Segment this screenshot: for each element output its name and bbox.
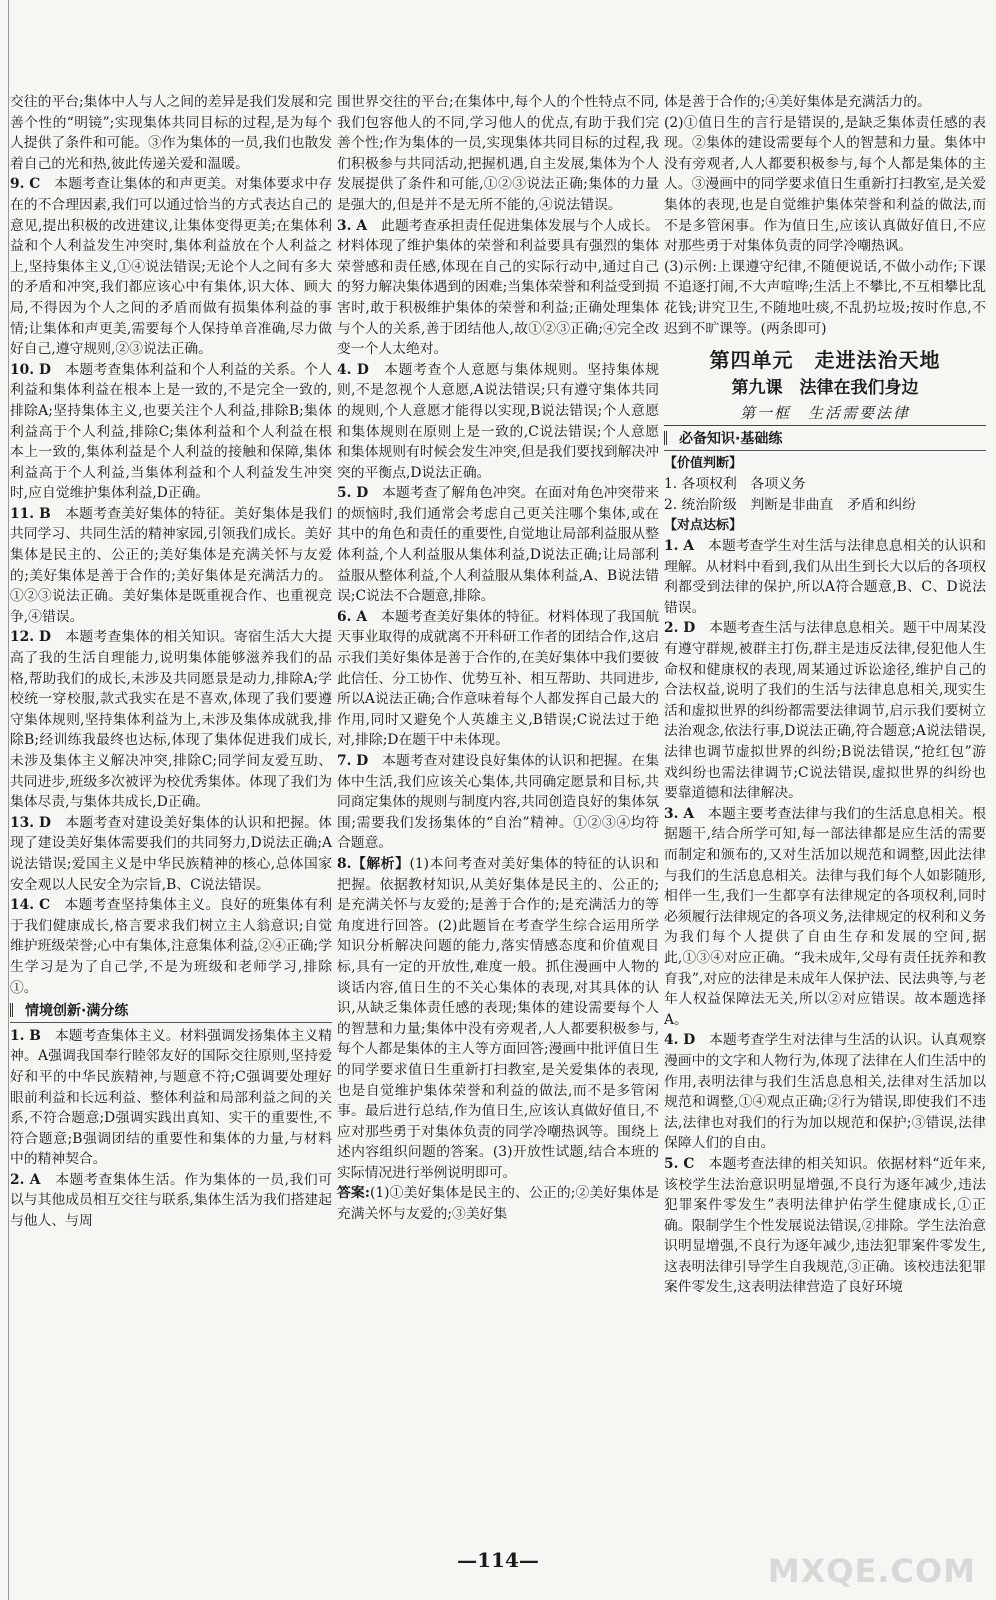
- answer-label: 答案:: [337, 1185, 370, 1202]
- answer-number: 14. C: [10, 897, 51, 914]
- answer-text: 本题考查集体生活。作为集体的一员,我们可以与其他成员相互交往与联系,集体生活为我们搭建起与他人、与周: [10, 1171, 332, 1230]
- answer-item-s8: [337, 854, 659, 1184]
- answer-item-d3: [664, 804, 986, 1031]
- answer-number: 3. A: [337, 217, 368, 234]
- answer-item-s1: [10, 1026, 332, 1170]
- answer-page: [10, 92, 986, 1532]
- answer-text: 本题考查学生对生活与法律息息相关的认识和理解。从材料中看到,我们从出生到长大以后的各项权利都受到法律的保护,所以A符合题意,B、C、D说法错误。: [664, 538, 986, 616]
- answer-item-d2: [664, 618, 986, 803]
- watermark-logo: MXQE.COM: [767, 1552, 976, 1590]
- answer-number: 9. C: [10, 176, 41, 193]
- answer-item-11: [10, 504, 332, 628]
- answer-text: 本题考查了解角色冲突。在面对角色冲突带来的烦恼时,我们通常会考虑自己更关注哪个集体,或在其中的角色和责任的重要性,自觉地让局部利益服从整体利益,个人利益服从集体利益,D说法正确;让局部利益服从整体利益,个人利益服从集体利益,A、B说法错误;C说法不合题意,排除。: [337, 485, 659, 605]
- answer-text: 本题考查对建设美好集体的认识和把握。体现了建设美好集体需要我们的共同努力,D说法正确;A说法错误;爱国主义是中华民族精神的核心,总体国家安全观以人民安全为宗旨,B、C说法错误。: [10, 814, 332, 893]
- answer-part-3: (3)示例:上课遵守纪律,不随便说话,不做小动作;下课不追逐打闹,不大声喧哗;生活上不攀比,不互相攀比乱花钱;讲究卫生,不随地吐痰,不乱扔垃圾;按时作息,不迟到不旷课等。(两条即可): [664, 258, 986, 337]
- answer-text: 本题考查集体的相关知识。寄宿生活大大提高了我的生活自理能力,说明集体能够滋养我们的品格,帮助我们的成长,未涉及共同愿景是动力,排除A;学校统一穿校服,款式我实在是不喜欢,体现了我们要遵守集体规则,坚持集体利益为上,未涉及集体成就我,排除B;经训练我最终也达标,体现了集体促进我们成长,未涉及集体主义解决冲突,排除C;同学间友爱互助、共同进步,班级多次被评为校优秀集体。体现了我们为集体尽责,与集体共成长,D正确。: [10, 629, 332, 811]
- answer-item-s7: [337, 751, 659, 854]
- answer-item-s3: [337, 216, 659, 360]
- answer-text: 本题考查美好集体的特征。材料体现了我国航天事业取得的成就离不开科研工作者的团结合作,这启示我们美好集体是善于合作的,在美好集体中我们要彼此信任、分工协作、优势互补、相互帮助、共同进步,所以A说法正确;合作意味着每个人都发挥自己最大的作用,同时又避免个人英雄主义,B错误;C说法过于绝对,排除;D在题干中未体现。: [337, 608, 659, 749]
- unit-title: 第四单元 走进法治天地: [709, 348, 941, 373]
- page-number: —114—: [457, 1548, 539, 1572]
- answer-item-d4: [664, 1030, 986, 1154]
- answer-text: 本题考查让集体的和声更美。对集体要求中存在的不合理因素,我们可以通过恰当的方式表达自己的意见,提出积极的改进建议,让集体变得更美;在集体利益和个人利益发生冲突时,集体利益放在个人利益之上,坚持集体主义,①④说法错误;无论个人之间有多大的矛盾和冲突,我们都应该心中有集体,识大体、顾大局,不得因为个人之间的矛盾而做有损集体利益的事情;让集体和声更美,需要每个人保持单音准确,尽力做好自己,遵守规则,②③说法正确。: [10, 176, 332, 358]
- answer-item-s5: [337, 483, 659, 607]
- answer-text: (1)本问考查对美好集体的特征的认识和把握。依据教材知识,从美好集体是民主的、公正的;是充满关怀与友爱的;是善于合作的;是充满活力的等角度进行回答。(2)此题旨在考查学生综合运用所学知识分析解决问题的能力,落实情感态度和价值观目标,具有一定的开放性,难度一般。抓住漫画中人物的谈话内容,值日生的不关心集体的表现,对其具体的认识,从缺乏集体责任感的表现;集体的建设需要每个人的智慧和力量;集体中没有旁观者,人人都要积极参与,每个人都是集体的主人等方面回答;漫画中批评值日生的同学要求值日生重新打扫教室,是关爱集体的表现,也是自觉维护集体荣誉和利益的做法,而不是多管闲事。最后进行总结,作为值日生,应该认真做好值日,不应对那些勇于对集体负责的同学冷嘲热讽等。围绕上述内容组织问题的答案。(3)开放性试题,结合本班的实际情况进行举例说明即可。: [337, 855, 659, 1181]
- answer-item-13: [10, 813, 332, 895]
- value-item-1: 1. 各项权利 各项义务: [664, 476, 806, 493]
- answer-item-10: [10, 360, 332, 504]
- answer-item-s6: [337, 607, 659, 751]
- answer-text: 本题考查美好集体的特征。美好集体是我们共同学习、共同生活的精神家园,引领我们成长。美好集体是民主的、公正的;美好集体是充满关怀与友爱的;美好集体是善于合作的;美好集体是充满活力的。①②③说法正确。美好集体是既重视合作、也重视竞争,④错误。: [10, 505, 332, 625]
- section-subtitle: 第一框 生活需要法律: [664, 401, 986, 426]
- answer-text: 本题考查集体主义。材料强调发扬集体主义精神。A强调我国奉行睦邻友好的国际交往原则,坚持爱好和平的中华民族精神,与题意不符;C强调要处理好眼前利益和长远利益、整体利益和局部利益之间的关系,不符合题意;D强调实践出真知、实干的重要性,不符合题意;B强调团结的重要性和集体的力量,与材料中的精神契合。: [10, 1027, 332, 1168]
- answer-text: 本题考查集体利益和个人利益的关系。个人利益和集体利益在根本上是一致的,不是完全一致的,排除A;坚持集体主义,也要关注个人利益,排除B;集体利益高于个人利益,排除C;集体利益和个人利益在根本上一致的,集体利益是个人利益的接触和保障,集体利益高于个人利益,当集体利益和个人利益发生冲突时,应自觉维护集体利益,D正确。: [10, 361, 332, 502]
- answer-number: 6. A: [337, 608, 368, 625]
- answer-text: 本题考查生活与法律息息相关。题干中周某没有遵守群规,被群主打伤,群主是违反法律,侵犯他人生命权和健康权的表现,周某通过诉讼途径,维护自己的合法权益,说明了我们的生活与法律息息相关,现实生活和虚拟世界的纠纷都需要法律调节,启示我们要树立法治观念,依法行事,D说法正确,符合题意;A说法错误,法律也调节虚拟世界的纠纷;B说法错误,“抢红包”游戏纠纷也需法律调节;C说法错误,虚拟世界的纠纷也要靠道德和法律解决。: [664, 620, 986, 802]
- tag-targeted-practice: 【对点达标】: [664, 517, 743, 533]
- answer-part-2: (2)①值日生的言行是错误的,是缺乏集体责任感的表现。②集体的建设需要每个人的智慧和力量。集体中没有旁观者,人人都要积极参与,每个人都是集体的主人。③漫画中的同学要求值日生重新打扫教室,是关爱集体的表现,也是自觉维护集体荣誉和利益的做法,而不是多管闲事。作为值日生,应该认真做好值日,不应对那些勇于对集体负责的同学冷嘲热讽。: [664, 114, 986, 255]
- answer-text: 本题考查对建设良好集体的认识和把握。在集体中生活,我们应该关心集体,共同确定愿景和目标,共同商定集体的规则与制度内容,共同创造良好的集体氛围;需要我们发扬集体的“自治”精神。①②③④均符合题意。: [337, 753, 659, 852]
- answer-number: 4. D: [664, 1032, 696, 1049]
- lesson-title: 第九课 法律在我们身边: [731, 378, 919, 399]
- section-heading: 必备知识·基础练: [664, 429, 986, 451]
- answer-item-d1: [664, 536, 986, 618]
- answer-number: 5. D: [337, 485, 369, 502]
- value-item-2: 2. 统治阶级 判断是非曲直 矛盾和纠纷: [664, 496, 917, 513]
- binding-gutter: [0, 0, 9, 1600]
- answer-text: 本题考查法律的相关知识。依据材料“近年来,该校学生法治意识明显增强,不良行为逐年减少,违法犯罪案件零发生”表明法律护佑学生健康成长,①正确。限制学生个性发展说法错误,②排除。学生法治意识明显增强,不良行为逐年减少,违法犯罪案件零发生,这表明法律引导学生自我规范,③正确。该校违法犯罪案件零发生,这表明法律营造了良好环境: [664, 1155, 986, 1296]
- answer-key: [337, 1183, 659, 1224]
- column-left: [10, 92, 332, 1532]
- answer-number: 10. D: [10, 361, 52, 378]
- answer-text: 此题考查承担责任促进集体发展与个人成长。材料体现了维护集体的荣誉和利益要具有强烈的集体荣誉感和责任感,体现在自己的实际行动中,通过自己的努力解决集体遇到的困难;当集体荣誉和利益受到损害时,敢于积极维护集体的荣誉和利益;正确处理集体与个人的关系,善于团结他人,故①②③正确;④完全改变一个人太绝对。: [337, 217, 659, 358]
- answer-number: 8.【解析】: [337, 855, 410, 872]
- answer-text: 本题考查学生对法律与生活的认识。认真观察漫画中的文字和人物行为,体现了法律在人们生活中的作用,表明法律与我们生活息息相关,法律对生活加以规范和调整,①④观点正确;②行为错误,即使我们不违法,法律也对我们的行为加以规范和保护;③错误,法律保障人们的自由。: [664, 1032, 986, 1152]
- answer-item-12: [10, 627, 332, 812]
- column-right: [664, 92, 986, 1532]
- answer-number: 2. D: [664, 620, 696, 637]
- answer-number: 12. D: [10, 629, 52, 646]
- answer-item-s4: [337, 360, 659, 484]
- section-marker-icon: [10, 1003, 21, 1017]
- answer-item-s2: [10, 1170, 332, 1232]
- answer-text: (1)①美好集体是民主的、公正的;②美好集体是充满关怀与友爱的;③美好集: [337, 1185, 659, 1223]
- answer-number: 5. C: [664, 1155, 695, 1172]
- answer-number: 7. D: [337, 753, 369, 769]
- answer-item-9: [10, 174, 332, 359]
- answer-number: 11. B: [10, 505, 51, 522]
- answer-number: 1. A: [664, 538, 695, 555]
- continued-text: 围世界交往的平台;在集体中,每个人的个性特点不同,我们包容他人的不同,学习他人的优点,有助于我们完善个性;作为集体的一员,实现集体共同目标的过程,我们积极参与共同活动,把握机遇,自主发展,集体为个人发展提供了条件和可能,①②③说法正确;集体的力量是强大的,但是并不是无所不能的,④说法错误。: [337, 94, 659, 213]
- section-heading: 情境创新·满分练: [10, 1001, 332, 1023]
- answer-number: 13. D: [10, 814, 52, 831]
- section-marker-icon: [664, 431, 675, 445]
- continued-text: 交往的平台;集体中人与人之间的差异是我们发展和完善个性的“明镜”;实现集体共同目标的过程,是为每个人提供了条件和可能。③作为集体的一员,我们也散发着自己的光和热,彼此传递关爱和温暖。: [10, 94, 332, 172]
- answer-item-14: [10, 895, 332, 998]
- answer-text: 本题考查坚持集体主义。良好的班集体有利于我们健康成长,格言要求我们树立主人翁意识;自觉维护班级荣誉;心中有集体,注意集体利益,②④正确;学生学习是为了自己学,不是为班级和老师学习,排除①。: [10, 897, 332, 996]
- answer-number: 1. B: [10, 1027, 41, 1044]
- answer-text: 本题主要考查法律与我们的生活息息相关。根据题干,结合所学可知,每一部法律都是应生活的需要而制定和颁布的,又对生活加以规范和调整,因此法律与我们的生活息息相关。法律与我们每个人如影随形,相伴一生,我们一生都享有法律规定的各项权利,同时必须履行法律规定的各项义务,法律规定的权利和义务为我们每个人提供了自由生存和发展的空间,据此,①③④对应正确。“我未成年,父母有责任抚养和教育我”,对应的法律是未成年人保护法、民法典等,与老年人权益保障法无关,所以②对应错误。故本题选择A。: [664, 805, 986, 1028]
- answer-number: 4. D: [337, 361, 369, 378]
- answer-text: 本题考查个人意愿与集体规则。坚持集体规则,不是忽视个人意愿,A说法错误;只有遵守集体共同的规则,个人意愿才能得以实现,B说法错误;个人意愿和集体规则在原则上是一致的,C说法错误;个人意愿和集体规则有时候会发生冲突,但是我们要找到解决冲突的平衡点,D说法正确。: [337, 361, 659, 481]
- answer-number: 2. A: [10, 1171, 41, 1188]
- continued-text: 体是善于合作的;④美好集体是充满活力的。: [664, 94, 931, 110]
- answer-item-d5: [664, 1154, 986, 1298]
- answer-number: 3. A: [664, 805, 695, 822]
- column-middle: [337, 92, 659, 1532]
- tag-value-judgment: 【价值判断】: [664, 455, 743, 471]
